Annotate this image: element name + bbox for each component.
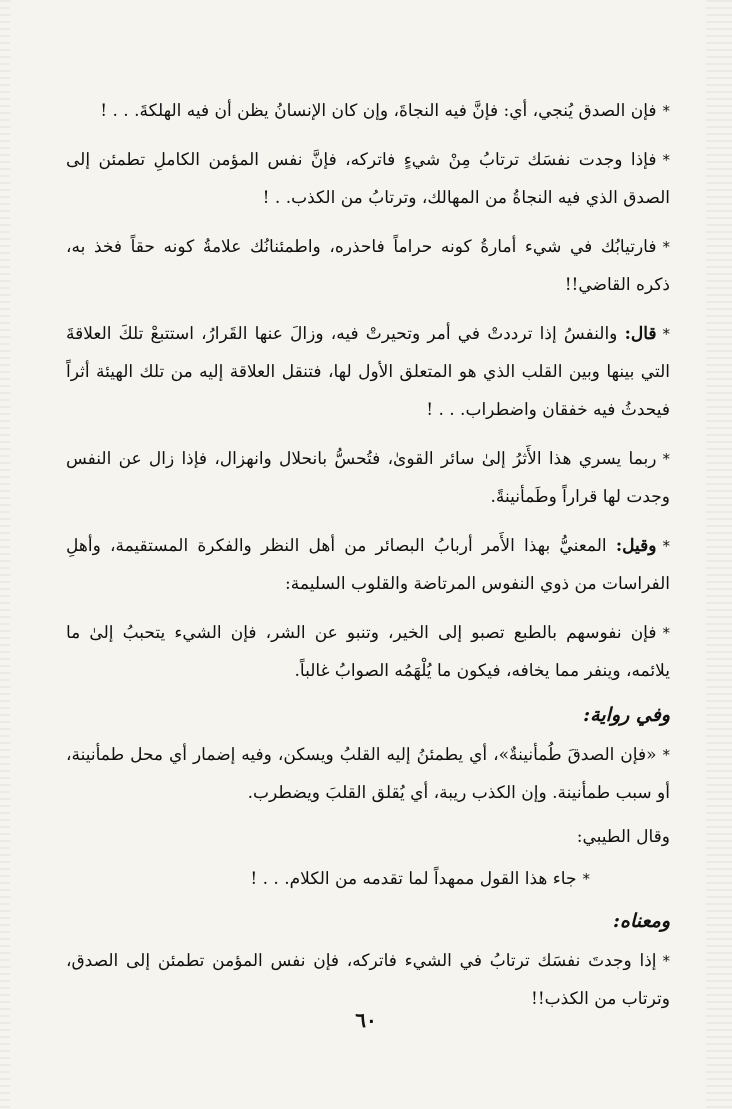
paragraph-text: فإذا وجدت نفسَك ترتابُ مِنْ شيءٍ فاتركه، فإنَّ نفس المؤمن الكاملِ تطمئن إلى الصدق الذي فيه النجاةُ من المهالك، وترتابُ من الكذب. . ! (66, 150, 670, 208)
star-marker: * (582, 870, 590, 888)
paragraph-text: «فإن الصدقَ طُمأنينةٌ»، أي يطمئنُ إليه القلبُ ويسكن، وفيه إضمار أي محل طمأنينة، أو سبب طمأنينة. وإن الكذب ريبة، أي يُقلق القلبَ ويضطرب. (66, 745, 670, 803)
heading-riwaya: وفي رواية: (583, 704, 670, 726)
star-marker: * (662, 624, 670, 642)
paragraph-2 (66, 141, 670, 217)
star-marker: * (662, 325, 671, 343)
page-edge-right (706, 0, 732, 1109)
paragraph-text: فإن نفوسهم بالطبع تصبو إلى الخير، وتنبو عن الشر، فإن الشيء يتحببُ إلىٰ ما يلائمه، وينفر مما يخافه، فيكون ما يُلْهَمُه الصوابُ غالباً. (66, 623, 670, 681)
paragraph-text: فارتيابُك في شيء أمارةُ كونه حراماً فاحذره، واطمئنانُك علامةُ كونه حقاً فخذ به، ذكره القاضي!! (66, 237, 670, 295)
riwaya-paragraph (66, 736, 670, 812)
paragraph-6 (66, 527, 670, 603)
paragraph-text: فإن الصدق يُنجي، أي: فإنَّ فيه النجاةَ، وإن كان الإنسانُ يظن أن فيه الهلكةَ. . . ! (100, 101, 657, 121)
paragraph-text: والنفسُ إذا ترددتْ في أمر وتحيرتْ فيه، وزالَ عنها القَرارُ، استتبعْ تلكَ العلاقةَ التي بينها وبين القلب الذي هو المتعلق الأول لها، فتنقل العلاقة إليه من تلك الهيئة أثراً فيحدثُ فيه خفقان واضطراب. . . ! (66, 324, 670, 420)
paragraph-text: ربما يسري هذا الأَثرُ إلىٰ سائر القوىٰ، فتُحسُّ بانحلال وانهزال، فإذا زال عن النفس وجدت لها قراراً وطَمأنينةً. (66, 449, 670, 507)
page-body (66, 92, 670, 1029)
paragraph-lead: قال: (624, 324, 657, 344)
paragraph-1 (66, 92, 670, 130)
paragraph-text: المعنيُّ بهذا الأَمر أربابُ البصائر من أهل النظر والفكرة المستقيمة، وأهلِ الفراسات من ذوي النفوس المرتاضة والقلوب السليمة: (66, 536, 670, 594)
paragraph-3 (66, 228, 670, 304)
maanah-paragraph (66, 942, 670, 1018)
page-number: ٦٠ (355, 1008, 377, 1032)
paragraph-7 (66, 614, 670, 690)
star-marker: * (662, 952, 670, 970)
tibi-paragraph (66, 860, 670, 898)
star-marker: * (662, 450, 670, 468)
paragraph-5 (66, 440, 670, 516)
paragraph-text: جاء هذا القول ممهداً لما تقدمه من الكلام. . . ! (250, 869, 577, 889)
star-marker: * (662, 238, 670, 256)
heading-maanah: ومعناه: (612, 910, 670, 932)
page-edge-left (0, 0, 10, 1109)
star-marker: * (662, 102, 670, 120)
tibi-intro: وقال الطيبي: (576, 827, 670, 847)
paragraph-lead: وقيل: (615, 536, 657, 556)
paragraph-text: إذا وجدتَ نفسَك ترتابُ في الشيء فاتركه، فإن نفس المؤمن تطمئن إلى الصدق، وترتاب من الكذب!! (66, 951, 670, 1009)
star-marker: * (662, 151, 670, 169)
paragraph-4 (66, 315, 670, 429)
star-marker: * (662, 537, 670, 555)
star-marker: * (662, 746, 670, 764)
